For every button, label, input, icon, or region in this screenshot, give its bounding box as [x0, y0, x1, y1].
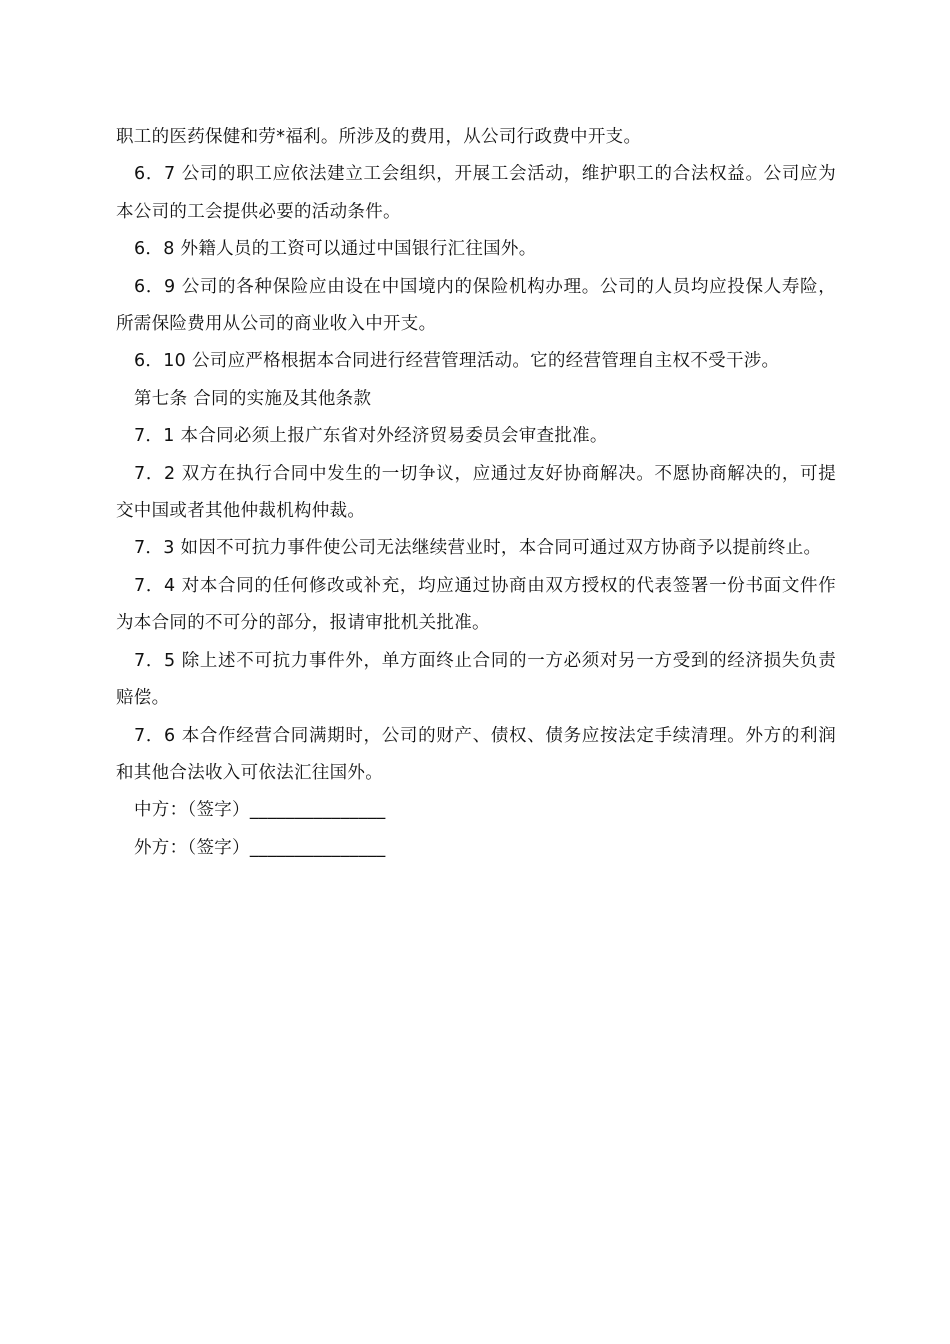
clause-7-3: 7．3 如因不可抗力事件使公司无法继续营业时，本合同可通过双方协商予以提前终止。: [134, 538, 822, 559]
chinese-party-signature-line: 中方：（签字）_______________: [134, 800, 386, 821]
paragraph-continuation: 职工的医药保健和劳*福利。所涉及的费用，从公司行政费中开支。: [116, 127, 642, 147]
clause-7-5: 7．5 除上述不可抗力事件外，单方面终止合同的一方必须对另一方受到的经济损失负责赔偿。: [116, 650, 836, 709]
clause-6-10: 6．10 公司应严格根据本合同进行经营管理活动。它的经营管理自主权不受干涉。: [134, 351, 780, 372]
clause-6-7: 6．7 公司的职工应依法建立工会组织，开展工会活动，维护职工的合法权益。公司应为本公司的工会提供必要的活动条件。: [116, 164, 836, 222]
contract-body: [116, 119, 836, 867]
clause-7-4: 7．4 对本合同的任何修改或补充，均应通过协商由双方授权的代表签署一份书面文件作为本合同的不可分的部分，报请审批机关批准。: [116, 575, 836, 634]
article-7-heading: 第七条 合同的实施及其他条款: [134, 388, 372, 409]
clause-7-6: 7．6 本合作经营合同满期时，公司的财产、债权、债务应按法定手续清理。外方的利润和其他合法收入可依法汇往国外。: [116, 725, 836, 783]
clause-7-1: 7．1 本合同必须上报广东省对外经济贸易委员会审查批准。: [134, 426, 608, 447]
foreign-party-signature-line: 外方：（签字）_______________: [134, 837, 386, 858]
clause-6-9: 6．9 公司的各种保险应由设在中国境内的保险机构办理。公司的人员均应投保人寿险，所需保险费用从公司的商业收入中开支。: [116, 276, 836, 335]
clause-6-8: 6．8 外籍人员的工资可以通过中国银行汇往国外。: [134, 239, 537, 260]
clause-7-2: 7．2 双方在执行合同中发生的一切争议，应通过友好协商解决。不愿协商解决的，可提交中国或者其他仲裁机构仲裁。: [116, 463, 836, 522]
